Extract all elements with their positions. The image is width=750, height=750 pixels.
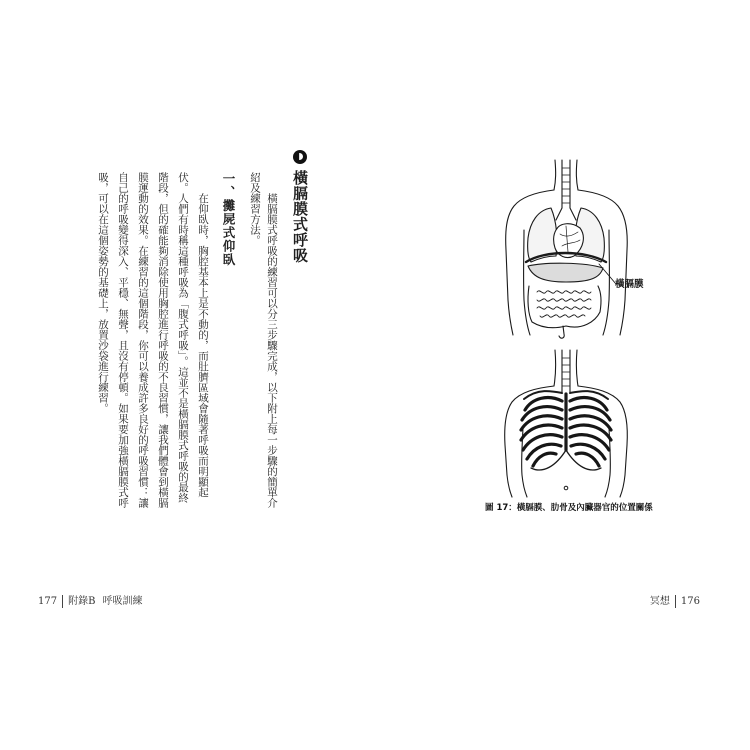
heading-bullet-icon: [293, 150, 307, 164]
torso-organs-figure: [506, 160, 628, 338]
navel: [564, 486, 568, 490]
trachea: [562, 160, 570, 208]
intro-column: 橫膈膜式呼吸的練習可以分三步驟完成，以下附上每一步驟的簡單介: [266, 193, 278, 508]
ribcage-figure: [505, 350, 628, 497]
footer-separator: [675, 595, 676, 608]
footer-title: 冥想: [649, 595, 670, 607]
footer-section: 附錄B: [68, 595, 96, 607]
stomach-liver: [528, 263, 603, 282]
bronchi: [556, 208, 576, 220]
body-column: 自己的呼吸變得深入、平穩、無聲，且沒有停頓。如果要加強橫膈膜式呼: [117, 172, 129, 508]
subheading: 一、攤屍式仰臥: [221, 172, 236, 267]
body-column: 階段，但的確能夠消除使用胸腔進行呼吸的不良習慣，讓我們體會到橫膈: [157, 172, 169, 508]
anatomy-illustration: [490, 150, 660, 505]
small-intestine: [537, 291, 591, 317]
intro-column: 紹及練習方法。: [249, 172, 261, 246]
ribs-right: [570, 398, 611, 466]
right-page: [375, 0, 750, 750]
body-column: 吸，可以在這個姿勢的基礎上，放置沙袋進行練習。: [97, 172, 109, 414]
figure-caption: 圖 17：橫膈膜、肋骨及內臟器官的位置關係: [485, 503, 653, 513]
neck-outline: [554, 160, 556, 190]
ribs-left: [521, 398, 562, 466]
page-number: 177: [38, 595, 58, 607]
diaphragm-label: 橫膈膜: [615, 279, 644, 290]
costal-margin: [531, 450, 601, 470]
footer-separator: [62, 595, 63, 608]
body-column: 在仰臥時，胸腔基本上是不動的，而肚臍區域會隨著呼吸而明顯起: [197, 193, 209, 498]
body-column: 膜運動的效果。在練習的這個階段，你可以養成許多良好的呼吸習慣：讓: [137, 172, 149, 508]
trachea-rings: [562, 168, 570, 203]
page-number: 176: [680, 595, 700, 607]
neck-outline: [554, 350, 556, 386]
footer-title: 呼吸訓練: [102, 595, 143, 607]
right-footer: [650, 595, 700, 608]
body-column: 伏。人們有時稱這種呼吸為「腹式呼吸」。這並不是橫膈膜式呼吸的最終: [177, 172, 189, 503]
section-heading: 橫膈膜式呼吸: [291, 170, 309, 263]
neck-outline: [576, 160, 578, 190]
left-footer: [38, 595, 142, 608]
neck-outline: [576, 350, 578, 386]
rectum: [559, 326, 564, 338]
trachea-rings: [562, 358, 570, 386]
diaphragm-leader-line: [599, 264, 616, 284]
